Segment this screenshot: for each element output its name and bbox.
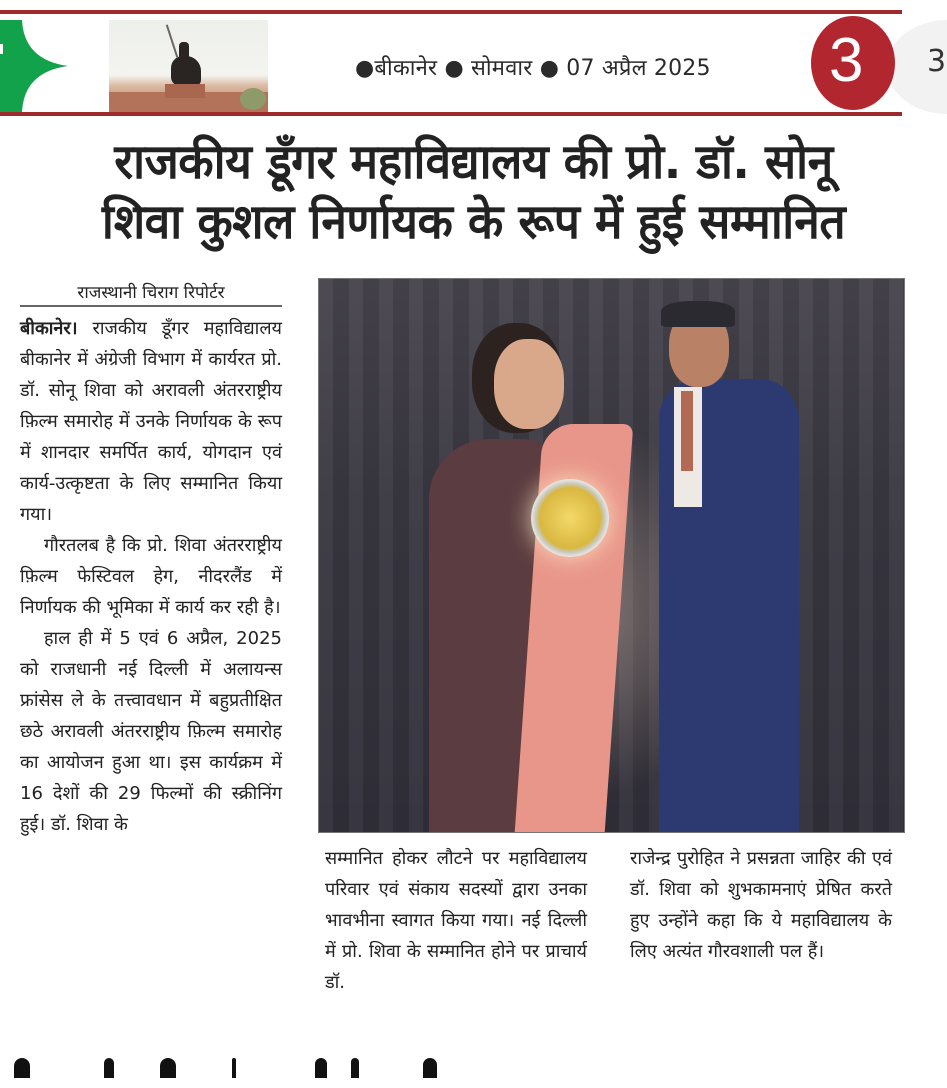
paragraph-2: गौरतलब है कि प्रो. शिवा अंतरराष्ट्रीय फ़िल्म फेस्टिवल हेग, नीदरलैंड में निर्णायक की भूमिका में कार्य कर रही है। (20, 535, 282, 618)
honoree-head (494, 339, 564, 429)
headline-line-1: राजकीय डूँगर महाविद्यालय की प्रो. डॉ. सोनू (114, 134, 833, 190)
award-ceremony-photo (318, 278, 905, 833)
dateline-lead: बीकानेर। (20, 318, 78, 339)
edition-dateline: ●बीकानेर ● सोमवार ● 07 अप्रैल 2025 (355, 56, 711, 81)
award-trophy (531, 479, 609, 557)
paragraph-middle: सम्मानित होकर लौटने पर महाविद्यालय परिवार एवं संकाय सदस्यों द्वारा उनका भावभीना स्वागत किया गया। नई दिल्ली में प्रो. शिवा के सम्मानित होने पर प्राचार्य डॉ. (325, 848, 587, 993)
statue-plinth (165, 84, 205, 98)
masthead-bottom-rule (0, 112, 902, 116)
paragraph-1-text: राजकीय डूँगर महाविद्यालय बीकानेर में अंग्रेजी विभाग में कार्यरत प्रो. डॉ. सोनू शिवा को अरावली अंतरराष्ट्रीय फ़िल्म समारोह में उनके निर्णायक के रूप में शानदार समर्पित कार्य, योगदान एवं कार्य-उत्कृष्टता के लिए सम्मानित किया गया। (20, 318, 282, 525)
section-tab-icon (0, 20, 70, 112)
paragraph-3: हाल ही में 5 एवं 6 अप्रैल, 2025 को राजधानी नई दिल्ली में अलायन्स फ्रांसेस ले के तत्त्वावधान में बहुप्रतीक्षित छठे अरावली अंतरराष्ट्रीय फ़िल्म समारोह का आयोजन हुआ था। इस कार्यक्रम में 16 देशों की 29 फिल्मों की स्क्रीनिंग हुई। डॉ. शिवा के (20, 628, 282, 835)
presenter-cap (661, 301, 735, 327)
presenter-tie (681, 391, 693, 471)
statue-flag (166, 25, 178, 58)
statue-horse (171, 56, 201, 86)
article-column-right (630, 843, 892, 967)
paragraph-1 (20, 313, 282, 530)
paragraph-right: राजेन्द्र पुरोहित ने प्रसन्नता जाहिर की एवं डॉ. शिवा को शुभकामनाएं प्रेषित करते हुए उन्होंने कहा कि ये महाविद्यालय के लिए अत्यंत गौरवशाली पल हैं। (630, 848, 892, 962)
article-headline (19, 132, 928, 252)
article-column-left (20, 313, 282, 840)
tree (240, 88, 266, 110)
headline-line-2: शिवा कुशल निर्णायक के रूप में हुई सम्मानित (101, 194, 846, 250)
masthead-statue-image (109, 20, 268, 112)
byline: राजस्थानी चिराग रिपोर्टर (20, 280, 282, 307)
page-number: 3 (829, 26, 864, 95)
page-number-badge (811, 16, 895, 110)
next-article-headline-cutoff (0, 1058, 947, 1088)
next-page-badge[interactable] (887, 20, 947, 114)
article-column-middle (325, 843, 587, 998)
next-page-number: 3 (927, 44, 947, 79)
masthead-top-rule (0, 10, 902, 14)
